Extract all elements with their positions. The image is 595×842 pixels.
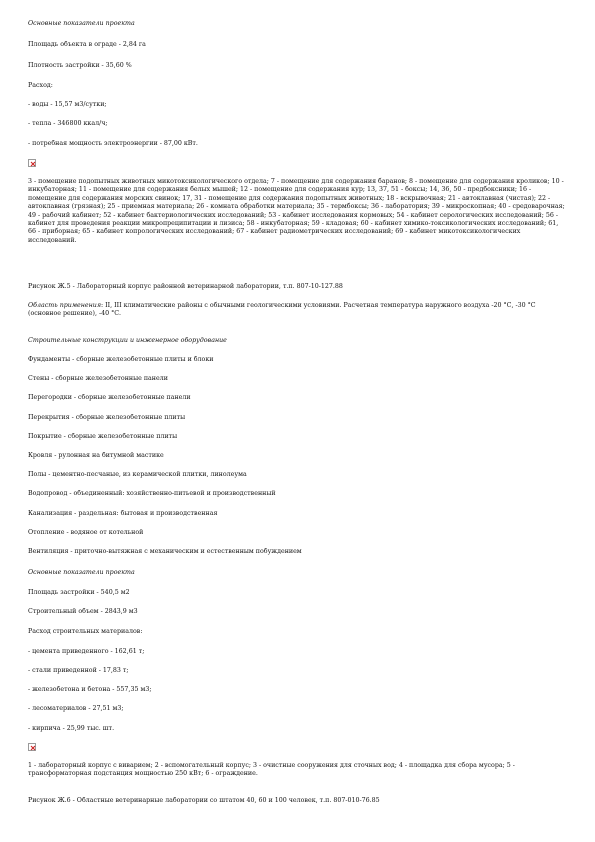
ventilation-line: Вентиляция - приточно-вытяжная с механическим и естественным побуждением bbox=[28, 548, 302, 555]
figure-6-legend: 1 - лабораторный корпус с виварием; 2 - вспомогательный корпус; 3 - очистные сооружения для сточных вод; 4 - площадка для сбора мусора; 5 - трансформаторная подстанция мощностью 250 кВт; 6 - ограждение. bbox=[28, 762, 515, 778]
scope-text: : II, III климатические районы с обычными геологическими условиями. Расчетная температура наружного воздуха -20 °С, -30 °С (основное решение), -40 °С. bbox=[28, 302, 536, 318]
scope-paragraph bbox=[28, 302, 568, 319]
consumption-heading: Расход: bbox=[28, 82, 53, 89]
cement-line: - цемента приведенного - 162,61 т; bbox=[28, 648, 145, 655]
water-supply-line: Водопровод - объединенный: хозяйственно-питьевой и производственный bbox=[28, 490, 276, 497]
broken-image-icon bbox=[28, 159, 36, 167]
broken-image-icon-2 bbox=[28, 743, 36, 751]
lumber-line: - лесоматериалов - 27,51 м3; bbox=[28, 705, 124, 712]
partitions-line: Перегородки - сборные железобетонные панели bbox=[28, 394, 191, 401]
water-consumption-line: - воды - 15,57 м3/сутки; bbox=[28, 101, 107, 108]
roofing-line: Кровля - рулонная на битумной мастике bbox=[28, 452, 164, 459]
heating-line: Отопление - водяное от котельной bbox=[28, 529, 144, 536]
figure-6-caption: Рисунок Ж.6 - Областные ветеринарные лаборатории со штатом 40, 60 и 100 человек, т.п. 807-010-76.85 bbox=[28, 797, 380, 804]
built-area-line: Площадь застройки - 540,5 м2 bbox=[28, 589, 130, 596]
walls-line: Стены - сборные железобетонные панели bbox=[28, 375, 168, 382]
bricks-line: - кирпича - 25,99 тыс. шт. bbox=[28, 725, 115, 732]
site-area-line: Площадь объекта в ограде - 2,84 га bbox=[28, 41, 146, 48]
main-indicators-heading-1: Основные показатели проекта bbox=[28, 20, 135, 27]
foundations-line: Фундаменты - сборные железобетонные плиты и блоки bbox=[28, 356, 214, 363]
structures-heading: Строительные конструкции и инженерное оборудование bbox=[28, 337, 227, 344]
sewerage-line: Канализация - раздельная: бытовая и производственная bbox=[28, 510, 218, 517]
concrete-line: - железобетона и бетона - 557,35 м3; bbox=[28, 686, 152, 693]
heat-consumption-line: - тепла - 346800 ккал/ч; bbox=[28, 120, 108, 127]
steel-line: - стали приведенной - 17,83 т; bbox=[28, 667, 129, 674]
build-volume-line: Строительный объем - 2843,9 м3 bbox=[28, 608, 138, 615]
floor-slabs-line: Перекрытия - сборные железобетонные плиты bbox=[28, 414, 186, 421]
figure-5-caption: Рисунок Ж.5 - Лабораторный корпус районной ветеринарной лаборатории, т.п. 807-10-127.88 bbox=[28, 283, 343, 290]
materials-heading: Расход строительных материалов: bbox=[28, 628, 143, 635]
roof-cover-line: Покрытие - сборные железобетонные плиты bbox=[28, 433, 178, 440]
floors-line: Полы - цементно-песчаные, из керамической плитки, линолеума bbox=[28, 471, 247, 478]
main-indicators-heading-2: Основные показатели проекта bbox=[28, 569, 135, 576]
building-density-line: Плотность застройки - 35,60 % bbox=[28, 62, 132, 69]
power-line: - потребная мощность электроэнергии - 87,00 кВт. bbox=[28, 140, 198, 147]
scope-label: Область применения bbox=[28, 302, 102, 309]
figure-5-legend: 3 - помещение подопытных животных микотоксикологического отдела; 7 - помещение для содержания баранов; 8 - помещение для содержания кроликов; 10 - инкубаторная; 11 - помещение для содержания белых мышей; 12 - помещение для содержания кур; 13, 37, 51 - боксы; 14, 36, 50 - предбоксники; 16 - помещение для содержания морских свинок; 17, 31 - помещение для содержания подопытных животных; 18 - вскрывочная; 21 - автоклавная (чистая); 22 - автоклавная (грязная); 25 - приемная материала; 26 - комната обработки материала; 35 - термбоксы; 36 - лаборатория; 39 - микроскопная; 40 - средоварочная; 49 - рабочий кабинет; 52 - кабинет бактериологических исследований; 53 - кабинет исследования кормовых; 54 - кабинет серологических исследований; 56 - кабинет для проведения реакции микропреципитации и лизиса; 58 - инкубаторная; 59 - кладовая; 60 - кабинет химико-токсикологических исследований; 61, 66 - приборная; 65 - кабинет копрологических исследований; 67 - кабинет радиометрических исследований; 69 - кабинет микотоксикологических исследований. bbox=[28, 178, 565, 244]
